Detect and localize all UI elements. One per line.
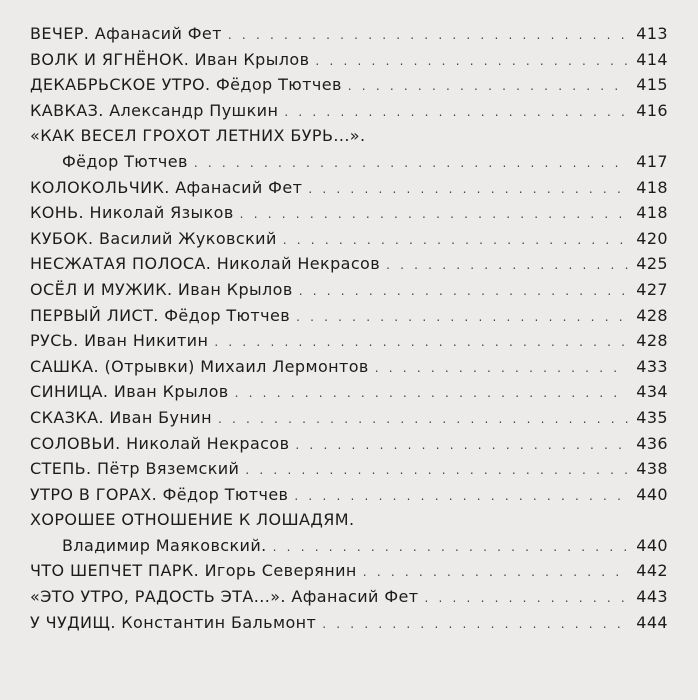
leader-dots: [296, 305, 628, 331]
toc-entry: [30, 456, 668, 482]
entry-title: СКАЗКА. Иван Бунин: [30, 407, 212, 427]
page-number: 418: [636, 203, 668, 223]
toc-entry: [30, 277, 668, 303]
entry-title: САШКА. (Отрывки) Михаил Лермонтов: [30, 356, 369, 376]
entry-title: НЕСЖАТАЯ ПОЛОСА. Николай Некрасов: [30, 254, 381, 274]
entry-title: ВЕЧЕР. Афанасий Фет: [30, 24, 222, 43]
entry-title: ХОРОШЕЕ ОТНОШЕНИЕ К ЛОШАДЯМ.: [30, 510, 355, 530]
leader-dots: [308, 177, 628, 203]
leader-dots: [294, 484, 628, 510]
toc-entry-first-line: [30, 123, 668, 149]
toc-entry: [30, 328, 668, 354]
toc-entry: [30, 431, 668, 457]
page-number: 414: [636, 49, 668, 69]
toc-entry: [30, 558, 668, 584]
entry-title: ПЕРВЫЙ ЛИСТ. Фёдор Тютчев: [30, 305, 291, 325]
leader-dots: [273, 535, 628, 561]
page-number: 417: [636, 151, 668, 171]
toc-entry-first-line: [30, 507, 668, 533]
toc-entry: [30, 354, 668, 380]
entry-title: «ЭТО УТРО, РАДОСТЬ ЭТА...». Афанасий Фет: [30, 587, 419, 607]
entry-title: КАВКАЗ. Александр Пушкин: [30, 100, 279, 120]
entry-title: СИНИЦА. Иван Крылов: [30, 382, 229, 402]
entry-title: ДЕКАБРЬСКОЕ УТРО. Фёдор Тютчев: [30, 75, 342, 95]
page-number: 415: [636, 75, 668, 95]
page-number: 440: [636, 535, 668, 555]
page-number: 434: [636, 382, 668, 402]
leader-dots: [375, 356, 628, 382]
entry-title: У ЧУДИЩ. Константин Бальмонт: [30, 612, 317, 632]
page-number: 443: [636, 587, 668, 607]
leader-dots: [194, 151, 628, 177]
entry-title: КУБОК. Василий Жуковский: [30, 228, 277, 248]
leader-dots: [284, 100, 628, 126]
page-number: 425: [636, 254, 668, 274]
toc-entry-continuation: [30, 149, 668, 175]
entry-title: ОСЁЛ И МУЖИК. Иван Крылов: [30, 279, 293, 299]
toc-entry: [30, 226, 668, 252]
leader-dots: [218, 407, 628, 433]
page-number: 413: [636, 24, 668, 43]
toc-entry: [30, 482, 668, 508]
toc-entry: [30, 379, 668, 405]
entry-title: «КАК ВЕСЕЛ ГРОХОТ ЛЕТНИХ БУРЬ...».: [30, 126, 366, 146]
entry-title: СТЕПЬ. Пётр Вяземский: [30, 459, 240, 479]
leader-dots: [315, 49, 628, 75]
leader-dots: [322, 612, 628, 638]
page-number: 416: [636, 100, 668, 120]
entry-title: СОЛОВЬИ. Николай Некрасов: [30, 433, 290, 453]
leader-dots: [299, 279, 628, 305]
entry-title: Владимир Маяковский.: [62, 535, 267, 555]
toc-entry: [30, 47, 668, 73]
page-number: 438: [636, 459, 668, 479]
toc-entry: [30, 405, 668, 431]
page-number: 440: [636, 484, 668, 504]
page-number: 428: [636, 331, 668, 351]
entry-title: КОНЬ. Николай Языков: [30, 203, 234, 223]
page-number: 428: [636, 305, 668, 325]
leader-dots: [295, 433, 628, 459]
entry-title: РУСЬ. Иван Никитин: [30, 331, 209, 351]
leader-dots: [363, 560, 628, 586]
entry-title: ВОЛК И ЯГНЁНОК. Иван Крылов: [30, 49, 310, 69]
entry-title: УТРО В ГОРАХ. Фёдор Тютчев: [30, 484, 289, 504]
toc-entry: [30, 98, 668, 124]
leader-dots: [424, 586, 628, 612]
toc-entry: [30, 175, 668, 201]
leader-dots: [245, 458, 628, 484]
page-number: 427: [636, 279, 668, 299]
leader-dots: [240, 202, 628, 228]
page-number: 436: [636, 433, 668, 453]
page-number: 433: [636, 356, 668, 376]
toc-entry: [30, 610, 668, 636]
entry-title: ЧТО ШЕПЧЕТ ПАРК. Игорь Северянин: [30, 561, 357, 581]
entry-title: КОЛОКОЛЬЧИК. Афанасий Фет: [30, 177, 303, 197]
toc-entry: [30, 21, 668, 47]
leader-dots: [386, 253, 628, 279]
table-of-contents: [30, 21, 668, 635]
page-number: 442: [636, 561, 668, 581]
page-number: 420: [636, 228, 668, 248]
toc-entry: [30, 251, 668, 277]
leader-dots: [228, 23, 628, 49]
page-number: 444: [636, 612, 668, 632]
toc-entry: [30, 200, 668, 226]
leader-dots: [348, 74, 628, 100]
leader-dots: [214, 330, 628, 356]
page-number: 418: [636, 177, 668, 197]
toc-entry: [30, 584, 668, 610]
toc-entry: [30, 303, 668, 329]
entry-title: Фёдор Тютчев: [62, 151, 188, 171]
toc-entry: [30, 72, 668, 98]
leader-dots: [235, 381, 628, 407]
toc-entry-continuation: [30, 533, 668, 559]
page-number: 435: [636, 407, 668, 427]
leader-dots: [283, 228, 628, 254]
